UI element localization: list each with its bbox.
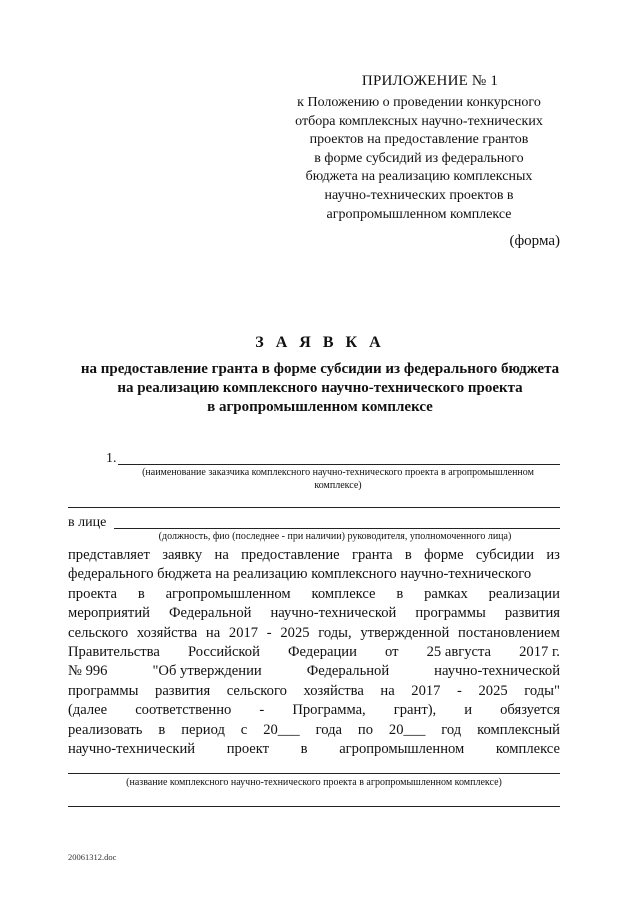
body-word: год [441,721,462,738]
body-word: - [259,702,265,719]
body-word: агропромышленном [339,741,465,758]
appendix-line: научно-технических проектов в [324,187,514,203]
body-word: 20___ [263,721,300,738]
body-word: научно-технический [68,741,196,758]
body-word: на [205,624,221,641]
body-word: форме [424,547,464,563]
body-word: сельского [68,624,129,641]
person-caption: (должность, фио (последнее - при наличии) руководителя, уполномоченного лица) [158,531,512,542]
body-word: комплексный [477,721,560,738]
body-word: в [396,585,404,602]
body-word: заявку [162,547,203,563]
body-word: на [214,547,229,563]
appendix-line: в форме субсидий из федерального [314,150,524,166]
appendix-line: проектов на предоставление грантов [309,132,529,148]
body-word: субсидии [475,547,535,563]
body-line [68,565,560,584]
item-number: 1. [106,451,117,466]
body-word: сельского [226,682,287,699]
body-word: представляет [68,547,150,563]
appendix-line: бюджета на реализацию комплексных [305,169,533,185]
body-word: 20___ [388,721,426,738]
body-word: проект [226,741,270,758]
body-word: федерального бюджета на реализацию комплексного научно-технического [68,566,532,583]
in-person-label: в лице [68,515,107,530]
body-word: "Об утверждении [152,663,262,680]
form-label: (форма) [509,233,560,249]
body-word: Федерации [287,644,357,661]
body-word: рамках [424,585,468,602]
appendix-text [280,94,558,224]
appendix-title: ПРИЛОЖЕНИЕ № 1 [361,73,499,89]
body-word: в [404,547,412,563]
body-word: программы [415,605,486,622]
customer-caption-line: (наименование заказчика комплексного научно-технического проекта в агропромышленном [142,467,534,478]
body-word: на [380,682,395,699]
body-word: с [240,721,248,738]
body-word: утвержденной [360,624,450,641]
body-word: года [315,721,342,738]
body-word: развития [504,605,560,622]
document-title: З А Я В К А [255,334,385,351]
body-word: соответственно [135,702,232,719]
body-word: мероприятий [68,605,150,622]
body-word: Программа, [292,702,366,719]
body-word: Правительства [68,644,160,661]
appendix-line: агропромышленном комплексе [326,206,512,222]
body-line [68,643,560,662]
body-line [68,740,560,759]
body-line [68,604,560,623]
body-paragraph [68,546,560,759]
body-word: гранта [351,547,393,563]
body-word: из [546,547,560,563]
body-word: и [464,702,473,719]
body-line [68,662,560,681]
body-word: от [385,644,399,661]
document-subtitle [60,360,580,417]
body-word: научно-технической [270,605,397,622]
customer-caption-line: комплексе) [314,479,362,491]
body-word: хозяйства [303,682,364,699]
file-name: 20061312.doc [68,852,117,862]
subtitle-line: на предоставление гранта в форме субсидии из федерального бюджета [80,361,560,377]
project-caption: (название комплексного научно-технического проекта в агропромышленном комплексе) [126,777,502,788]
customer-caption [112,467,564,492]
body-word: период [181,721,225,738]
body-word: № 996 [68,663,108,680]
customer-name-field[interactable] [118,464,560,465]
body-word: комплексе [495,741,560,758]
body-word: научно-технической [434,663,560,680]
body-line [68,682,560,701]
body-word: обязуется [500,702,560,719]
body-word: 2025 [478,682,508,699]
body-word: 2025 [280,624,310,641]
subtitle-line: на реализацию комплексного научно-технического проекта [117,380,523,396]
body-word: в [158,721,166,738]
body-word: (далее [68,702,108,719]
body-word: проекта [68,585,117,602]
body-word: Российской [187,644,260,661]
body-word: 2017 [411,682,441,699]
body-word: программы [68,682,139,699]
body-word: агропромышленном [165,585,291,602]
appendix-line: отбора комплексных научно-технических [295,113,543,129]
customer-name-field-continued[interactable] [68,507,560,508]
body-word: Федеральной [306,663,390,680]
body-word: грант), [393,702,437,719]
person-field[interactable] [114,528,560,529]
body-word: - [266,624,272,641]
body-word: в [300,741,308,758]
body-word: хозяйства [136,624,198,641]
body-word: по [357,721,373,738]
body-word: 25 августа [426,644,492,661]
body-word: постановлением [458,624,560,641]
body-word: годы" [524,682,560,699]
body-word: Федеральной [168,605,252,622]
body-line [68,701,560,720]
body-word: в [137,585,145,602]
body-line [68,546,560,565]
body-word: реализовать [68,721,143,738]
project-name-field[interactable] [68,773,560,774]
project-name-field-continued[interactable] [68,806,560,807]
body-word: 2017 [228,624,259,641]
body-word: 2017 г. [519,644,560,661]
body-word: годы, [318,624,352,641]
subtitle-line: в агропромышленном комплексе [207,399,433,415]
body-line [68,721,560,740]
body-word: реализации [488,585,560,602]
body-line [68,624,560,643]
body-word: развития [155,682,211,699]
body-line [68,585,560,604]
body-word: комплексе [311,585,376,602]
appendix-line: к Положению о проведении конкурсного [297,95,541,110]
body-word: - [457,682,462,699]
body-word: предоставление [241,547,340,563]
